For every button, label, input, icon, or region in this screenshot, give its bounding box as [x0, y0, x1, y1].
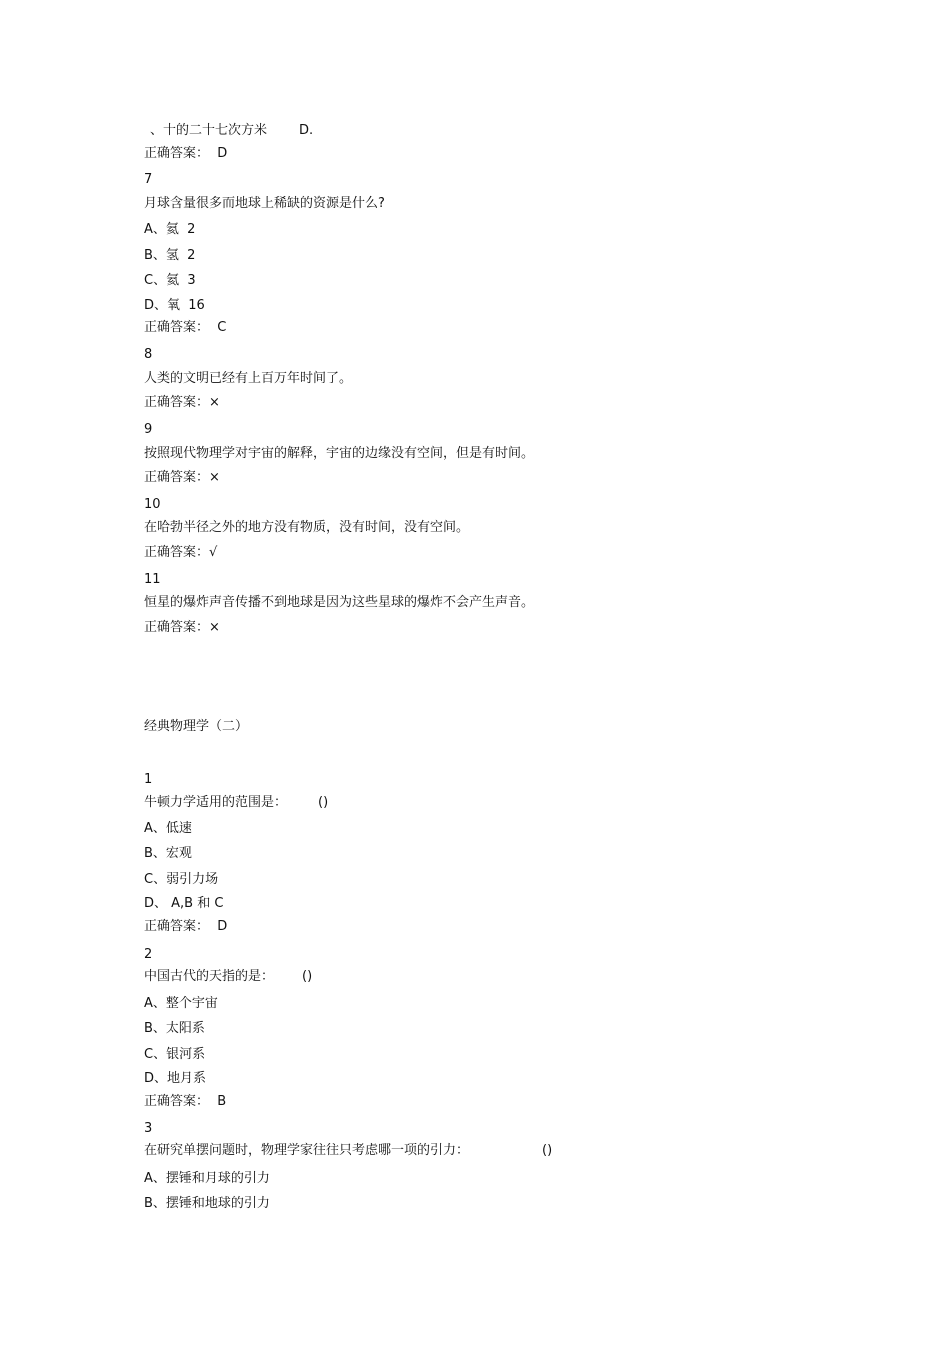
lead-line-text: 、十的二十七次方米	[150, 123, 268, 138]
option-d: D、地月系	[144, 1071, 207, 1086]
option-b: B、宏观	[144, 846, 192, 861]
option-d: D、 A,B 和 C	[144, 896, 224, 911]
option-b: B、摆锤和地球的引力	[144, 1196, 270, 1211]
option-c: C、银河系	[144, 1047, 206, 1062]
question-stem: 月球含量很多而地球上稀缺的资源是什么?	[144, 196, 385, 211]
question-number: 10	[144, 497, 161, 512]
answer-line: 正确答案： C	[144, 320, 227, 335]
option-d: D、氧 16	[144, 298, 205, 313]
question-number: 7	[144, 172, 153, 187]
question-stem: 人类的文明已经有上百万年时间了。	[144, 371, 353, 386]
question-stem: 按照现代物理学对宇宙的解释，宇宙的边缘没有空间，但是有时间。	[144, 446, 535, 461]
answer-line: 正确答案：×	[144, 395, 220, 410]
question-stem: 牛顿力学适用的范围是：	[144, 795, 288, 810]
option-a: A、低速	[144, 821, 192, 836]
question-number: 3	[144, 1121, 153, 1136]
question-number: 9	[144, 422, 153, 437]
option-c: C、氦 3	[144, 273, 196, 288]
question-number: 11	[144, 572, 161, 587]
question-number: 2	[144, 947, 153, 962]
section-title: 经典物理学（二）	[144, 719, 249, 734]
answer-line: 正确答案： B	[144, 1094, 227, 1109]
answer-line: 正确答案：×	[144, 620, 220, 635]
question-stem: 中国古代的天指的是：	[144, 969, 275, 984]
answer-paren: ()	[302, 969, 313, 984]
option-a: A、摆锤和月球的引力	[144, 1171, 270, 1186]
option-a: A、整个宇宙	[144, 996, 218, 1011]
question-number: 8	[144, 347, 153, 362]
answer-line: 正确答案：×	[144, 470, 220, 485]
answer-line: 正确答案： D	[144, 146, 228, 161]
option-a: A、氦 2	[144, 222, 196, 237]
question-stem: 在研究单摆问题时，物理学家往往只考虑哪一项的引力：	[144, 1143, 470, 1158]
option-b: B、太阳系	[144, 1021, 205, 1036]
answer-line: 正确答案：√	[144, 545, 218, 560]
question-number: 1	[144, 772, 153, 787]
option-c: C、弱引力场	[144, 872, 219, 887]
question-stem: 恒星的爆炸声音传播不到地球是因为这些星球的爆炸不会产生声音。	[144, 595, 535, 610]
question-stem: 在哈勃半径之外的地方没有物质，没有时间，没有空间。	[144, 520, 470, 535]
answer-paren: ()	[542, 1143, 553, 1158]
lead-option-text: D.	[299, 123, 314, 138]
option-b: B、氢 2	[144, 248, 196, 263]
answer-paren: ()	[318, 795, 329, 810]
answer-line: 正确答案： D	[144, 919, 228, 934]
